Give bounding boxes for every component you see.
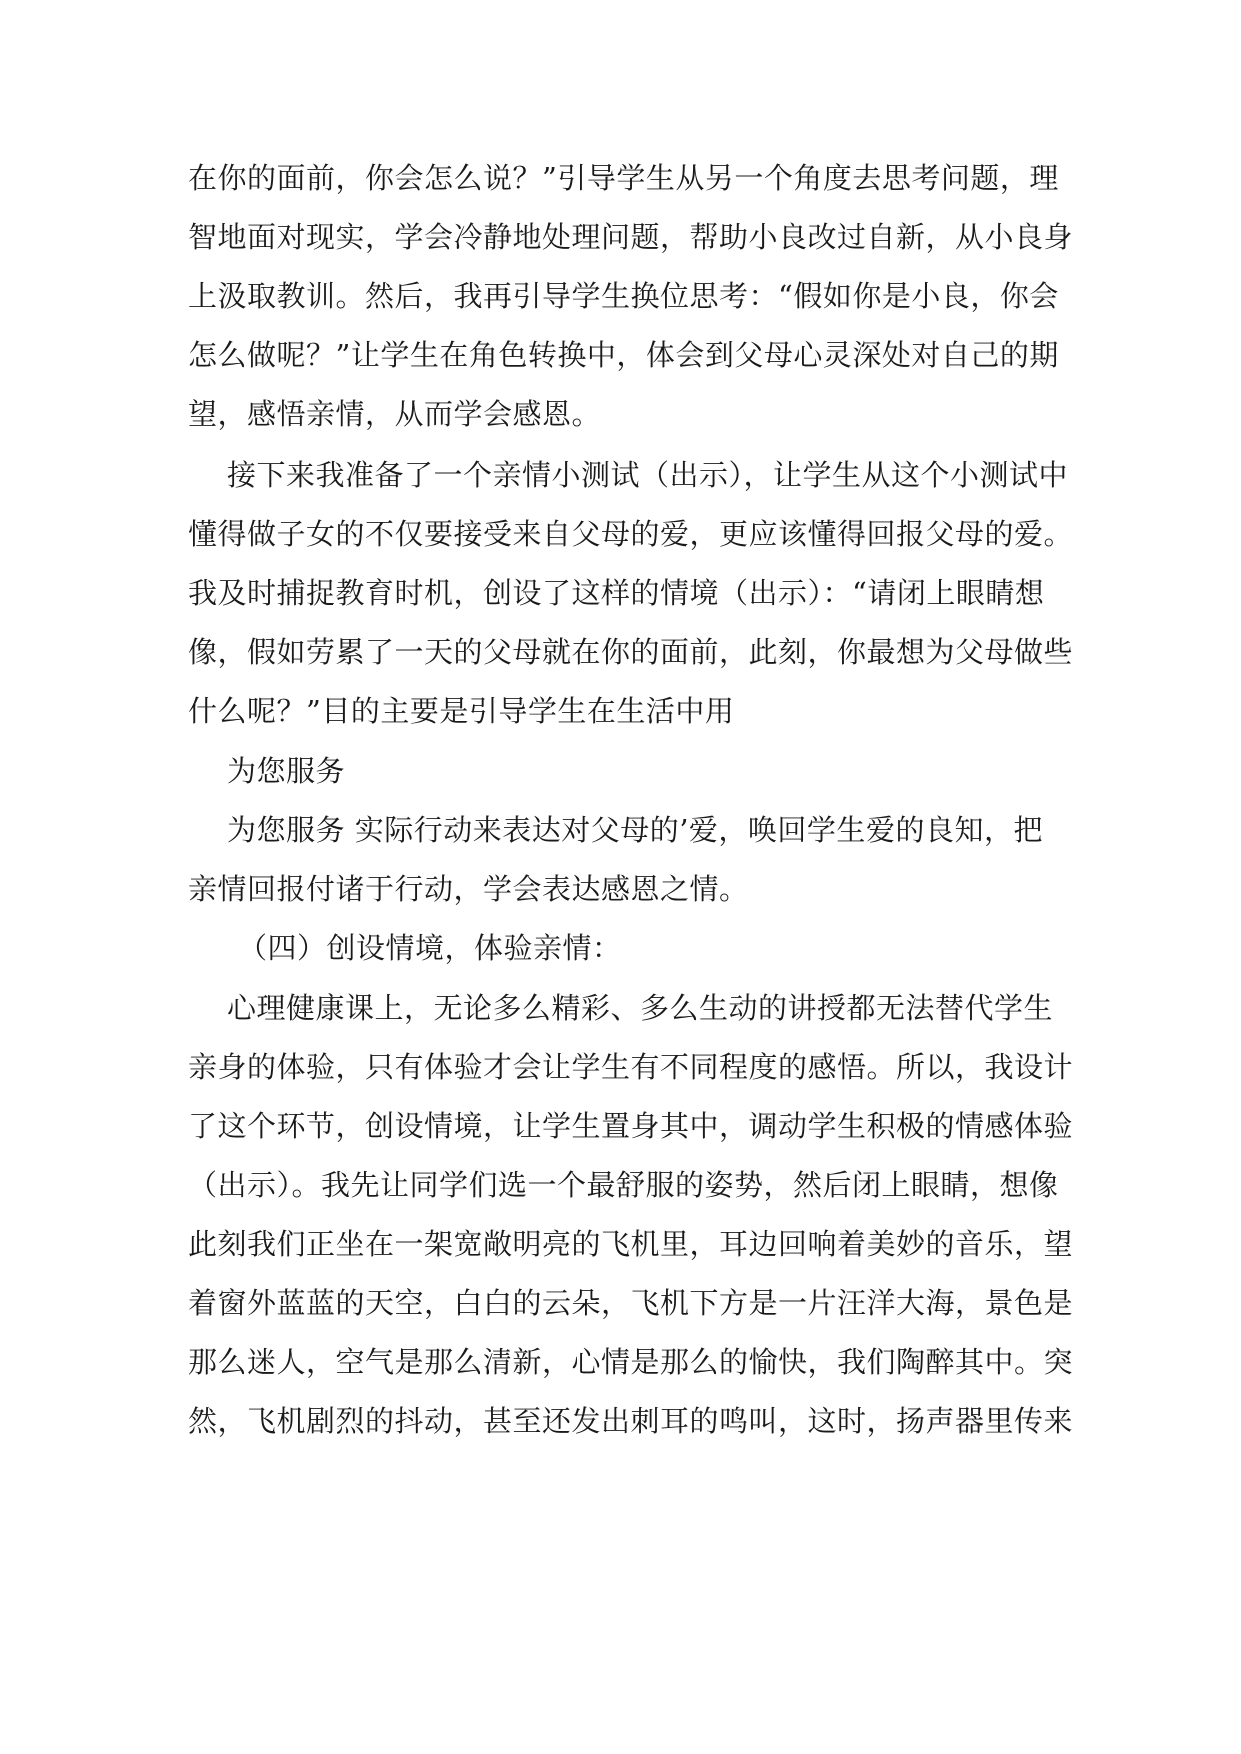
text-line: 亲身的体验，只有体验才会让学生有不同程度的感悟。所以，我设计: [188, 1050, 1074, 1084]
text-line: 亲情回报付诸于行动，学会表达感恩之情。: [188, 872, 749, 906]
text-line: 此刻我们正坐在一架宽敞明亮的飞机里，耳边回响着美妙的音乐，望: [188, 1227, 1074, 1261]
paragraph-first-line: 心理健康课上，无论多么精彩、多么生动的讲授都无法替代学生: [227, 991, 1054, 1025]
text-line: 望，感悟亲情，从而学会感恩。: [188, 397, 602, 431]
section-heading: （四）创设情境，体验亲情：: [238, 931, 622, 965]
text-line: 像，假如劳累了一天的父母就在你的面前，此刻，你最想为父母做些: [188, 635, 1074, 669]
paragraph-first-line: 接下来我准备了一个亲情小测试（出示），让学生从这个小测试中: [227, 458, 1069, 492]
text-line: 我及时捕捉教育时机，创设了这样的情境（出示）：“请闭上眼睛想: [188, 576, 1045, 610]
text-line: 了这个环节，创设情境，让学生置身其中，调动学生积极的情感体验: [188, 1109, 1074, 1143]
text-line: 着窗外蓝蓝的天空，白白的云朵，飞机下方是一片汪洋大海，景色是: [188, 1286, 1074, 1320]
inserted-text: 为您服务: [227, 754, 346, 788]
text-line: （出示）。我先让同学们选一个最舒服的姿势，然后闭上眼睛，想像: [188, 1168, 1059, 1202]
text-line: 然，飞机剧烈的抖动，甚至还发出刺耳的鸣叫，这时，扬声器里传来: [188, 1404, 1074, 1438]
text-line: 怎么做呢？”让学生在角色转换中，体会到父母心灵深处对自己的期: [188, 338, 1059, 372]
text-line: 懂得做子女的不仅要接受来自父母的爱，更应该懂得回报父母的爱。: [188, 517, 1074, 551]
text-line: 在你的面前，你会怎么说？”引导学生从另一个角度去思考问题，理: [188, 161, 1059, 195]
text-line: 什么呢？”目的主要是引导学生在生活中用: [188, 694, 735, 728]
text-line: 那么迷人，空气是那么清新，心情是那么的愉快，我们陶醉其中。突: [188, 1345, 1074, 1379]
text-line: 上汲取教训。然后，我再引导学生换位思考：“假如你是小良，你会: [188, 279, 1059, 313]
paragraph-first-line: 为您服务 实际行动来表达对父母的’爱，唤回学生爱的良知，把: [227, 813, 1043, 847]
text-line: 智地面对现实，学会冷静地处理问题，帮助小良改过自新，从小良身: [188, 220, 1074, 254]
